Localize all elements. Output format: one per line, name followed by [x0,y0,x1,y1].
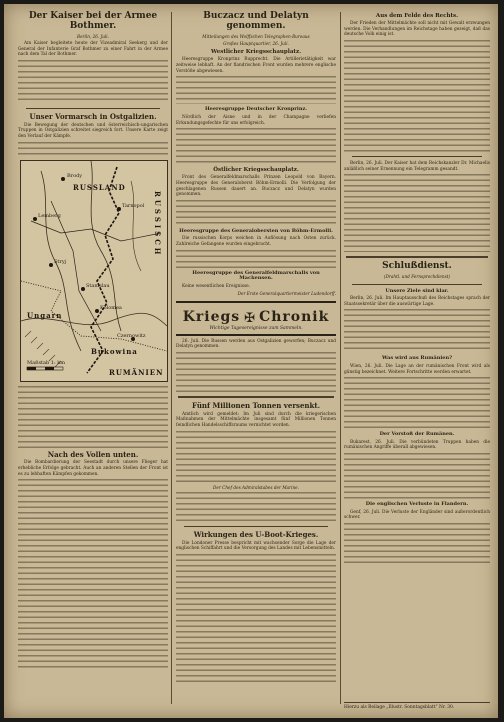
paragraph: Die Londoner Presse bespricht mit wachsender Sorge die Lage der englischen Schiffahrt und die Versorgung des Landes mit Lebensmitteln. [176,540,336,552]
text-block [18,479,168,669]
headline-recht: Aus dem Felde des Rechts. [375,13,459,19]
headline-kaiser: Der Kaiser bei der Armee Bothmer. [28,11,158,31]
headline-buczacz: Buczacz und Delatyn genommen. [203,11,309,31]
map-label-vertical: RUSSISCH [153,190,162,258]
section-subtitle: (Drahtl. und Fernsprechdienst) [383,274,451,280]
section-paragraph: Die Bewegung der deutschen und österreichisch-ungarischen Truppen in Ostgalizien schreitet siegreich fort. Unsere Karte zeigt den Verlauf der Kämpfe. [18,122,168,140]
map-place: Lemberg [38,212,61,219]
signoff: Der Chef des Admiralstabes der Marine. [212,484,299,490]
section-schlussdienst: Schlußdienst. [382,261,452,272]
newspaper-page [4,4,498,718]
paragraph: Amtlich wird gemeldet: Im Juli sind durch die kriegerischen Maßnahmen der Mittelmächte insgesamt fünf Millionen Tonnen feindlichen Handelsschiffsraums vernichtet worden. [176,411,336,429]
column-left [18,10,168,712]
text-block [176,554,336,684]
divider [184,526,328,527]
map-place: Brody [67,172,83,179]
text-block [344,523,490,563]
map-place: Kolomea [100,304,122,311]
divider [26,108,160,109]
divider [352,284,482,285]
item-heading: Was wird aus Rumänien? [381,355,453,362]
paragraph: Front des Generalfeldmarschalls Prinzen Leopold von Bayern. Heeresgruppe des Generaloberst Böhm-Ermolli. Die Verfolgung der geschlagenen Russen dauert an. Buczacz und Delatyn wurden genommen. [176,175,336,198]
map-place: Czernowitz [117,332,146,339]
map-place: Stryj [54,258,67,265]
theater-heading: Östlicher Kriegsschauplatz. [213,167,299,174]
headline-tonnen: Fünf Millionen Tonnen versenkt. [191,401,321,411]
text-block [344,174,490,252]
column-rule [171,12,172,704]
iron-cross-icon: ✠ [244,310,256,326]
map-place: Tarnopol [122,202,145,209]
paragraph: Die Bombardierung der Seestadt durch unsere Flieger hat erhebliche Erfolge gebracht. Auch an anderen Stellen der Front ist es zu lebhaften Kämpfen gekommen. [18,460,168,477]
column-rule [340,12,341,704]
map-label-region: Bukowina [91,346,138,356]
text-block [18,60,168,104]
paragraph: Der Frieden der Mittelmächte soll nicht mit Gewalt erzwungen werden. Die Verhandlungen im Reichstage haben gezeigt, daß das deutsche Volk einig ist. [344,21,490,38]
map-scale: Maßstab 1: km [27,359,66,366]
dateline: Großes Hauptquartier, 26. Juli. [223,41,289,47]
subhead: Mitteilungen des Wolffschen Telegraphen-Bureaus [202,33,310,39]
item-heading: Unsere Ziele sind klar. [385,287,449,294]
text-block [18,386,168,448]
kriegs-chronik-banner [176,301,336,336]
theater-heading: Westlicher Kriegsschauplatz. [211,49,301,56]
text-block [176,128,336,164]
map-place: Stanislau [86,282,110,289]
chronik-word-left: Kriegs [182,308,241,325]
group-heading: Heeresgruppe des Generalfeldmarschalls von Mackensen. [192,269,320,282]
item-heading: Der Vorstoß der Rumänen. [379,431,455,438]
section-heading: Unser Vormarsch in Ostgalizien. [29,112,157,122]
text-block [176,492,336,522]
chronik-word-right: Chronik [259,308,330,325]
text-block [344,377,490,429]
paragraph: 26. Juli. Die Russen werden aus Ostgalizien geworfen; Buczacz und Delatyn genommen. [176,338,336,350]
text-block [344,309,490,353]
paragraph: Die russischen Korps weichen in Auflösung nach Osten zurück. Zahlreiche Gefangene wurden eingebracht. [176,236,336,248]
text-block [176,250,336,268]
text-block [176,352,336,392]
map-label-region: RUMÄNIEN [109,367,164,377]
text-block [18,142,168,156]
paragraph: Heeresgruppe Kronprinz Rupprecht. Die Artillerietätigkeit war zeitweise lebhaft. An der flandrischen Front wurden mehrere englische Vorstöße abgewiesen. [176,57,336,74]
paragraph: Wien, 26. Juli. Die Lage an der rumänischen Front wird als günstig bezeichnet. Weitere Fortschritte werden erwartet. [344,363,490,375]
paragraph: Genf, 26. Juli. Die Verluste der Engländer sind außerordentlich schwer. [344,509,490,521]
headline-ubootkrieg: Wirkungen des U-Boot-Krieges. [193,529,319,539]
text-block [344,453,490,499]
map-ostgalizien [20,160,168,382]
map-label-land: RUSSLAND [73,182,126,192]
group-heading: Heeresgruppe Deutscher Kronprinz. [204,106,308,113]
column-middle [176,10,336,712]
footer-note: Hierzu als Beilage „Illustr. Sonntagsblatt“ Nr. 30. [344,702,490,710]
divider [352,156,482,157]
subheading: Nach des Vollen unten. [47,449,139,459]
paragraph: Keine wesentlichen Ereignisse. [182,283,251,289]
dateline: Berlin, 26. Juli. [77,33,109,39]
text-block [176,200,336,226]
text-block [176,431,336,483]
signoff: Der Erste Generalquartiermeister Ludendorff. [237,291,336,297]
paragraph: Bukarest, 26. Juli. Die verbündeten Truppen haben die rumänischen Angriffe überall abgewiesen. [344,439,490,451]
map-label-region: Ungarn [27,310,63,320]
divider [178,396,334,398]
group-heading: Heeresgruppe des Generalobersten von Böhm-Ermolli. [179,227,333,234]
divider [346,256,488,258]
item-heading: Die englischen Verluste in Flandern. [365,501,469,508]
chronik-subtitle: Wichtige Tagesereignisse zum Sammeln. [209,325,303,331]
lead-paragraph: Am Kaiser begleitete heute der Vizeadmiral Seekerg und der General der Infanterie Graf Bothmer zu einer Fahrt in der Armee nach dem Tal der Bothmer. [18,41,168,58]
text-block [176,76,336,104]
paragraph: Nördlich der Aisne und in der Champagne verliefen Erkundungsgefechte für uns erfolgreich. [176,114,336,126]
paragraph: Berlin, 26. Juli. Der Kaiser hat dem Reichskanzler Dr. Michaelis anläßlich seiner Ernennung ein Telegramm gesandt. [344,161,490,172]
text-block [344,40,490,152]
column-right [344,10,490,712]
paragraph: Berlin, 26. Juli. Im Hauptausschuß des Reichstages sprach der Staatssekretär über die auswärtige Lage. [344,296,490,307]
